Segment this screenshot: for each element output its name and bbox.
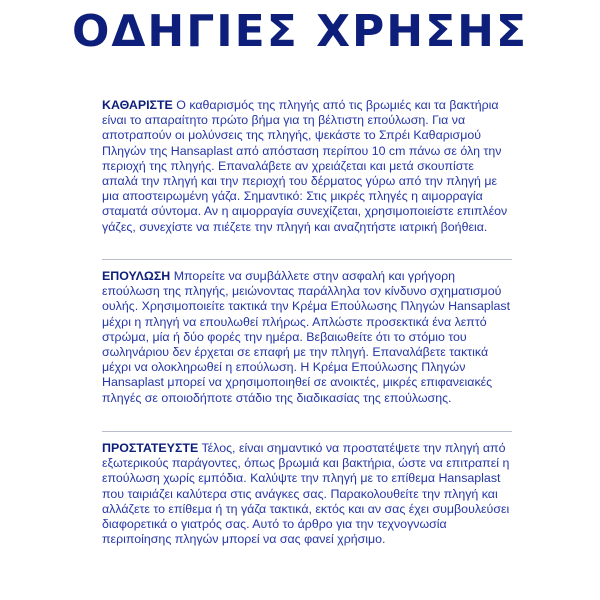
section-heading: ΠΡΟΣΤΑΤΕΥΣΤΕ xyxy=(102,441,199,455)
divider xyxy=(102,259,512,260)
divider xyxy=(102,431,512,432)
section-text: Τέλος, είναι σημαντικό να προστατέψετε την πληγή από εξωτερικούς παράγοντες, όπως βρωμιά και βακτήρια, ώστε να επιτραπεί η επούλωση χωρίς εμπόδια. Καλύψτε την πληγή με το επίθεμα Hansaplast που ταιριάζει καλύτερα στις ανάγκες σας. Παρακολουθείτε την πληγή και αλλάζετε το επίθεμα ή τη γάζα τακτικά, εκτός και αν σας έχει συμβουλεύσει διαφορετικά ο γιατρός σας. Αυτό το άρθρο για την τεχνογνωσία περιποίησης πληγών μπορεί να σας φανεί χρήσιμο. xyxy=(102,441,510,547)
section-heading: ΕΠΟΥΛΩΣΗ xyxy=(102,269,171,283)
page-title: ΟΔΗΓΙΕΣ ΧΡΗΣΗΣ xyxy=(71,6,529,57)
section-heading: ΚΑΘΑΡΙΣΤΕ xyxy=(102,98,173,112)
section-clean xyxy=(102,98,512,235)
section-text: Μπορείτε να συμβάλλετε στην ασφαλή και γρήγορη επούλωση της πληγής, μειώνοντας παράλληλα τον κίνδυνο σχηματισμού ουλής. Χρησιμοποιείτε τακτικά την Κρέμα Επούλωσης Πληγών Hansaplast μέχρι η πληγή να επουλωθεί πλήρως. Απλώστε προσεκτικά ένα λεπτό στρώμα, μία ή δύο φορές την ημέρα. Βεβαιωθείτε ότι το στόμιο του σωληνάριου δεν έρχεται σε επαφή με την πληγή. Επαναλάβετε τακτικά μέχρι να ολοκληρωθεί η επούλωση. Η Κρέμα Επούλωσης Πληγών Hansaplast μπορεί να χρησιμοποιηθεί σε ανοικτές, μικρές επιφανειακές πληγές σε οποιοδήποτε στάδιο της διαδικασίας της επούλωσης. xyxy=(102,269,511,405)
section-heal xyxy=(102,269,512,406)
section-protect xyxy=(102,441,512,547)
section-text: Ο καθαρισμός της πληγής από τις βρωμιές και τα βακτήρια είναι το απαραίτητο πρώτο βήμα για τη βέλτιστη επούλωση. Για να αποτραπούν οι μολύνσεις της πληγής, ψεκάστε το Σπρέι Καθαρισμού Πληγών της Hansaplast από απόσταση περίπου 10 cm πάνω σε όλη την περιοχή της πληγής. Επαναλάβετε αν χρειάζεται και μετά σκουπίστε απαλά την πληγή και την περιοχή του δέρματος γύρω από την πληγή με μια αποστειρωμένη γάζα. Σημαντικό: Στις μικρές πληγές η αιμορραγία σταματά σύντομα. Αν η αιμορραγία συνεχίζεται, χρησιμοποιείστε επιπλέον γάζες, συνεχίστε να πιέζετε την πληγή και αναζητήστε ιατρική βοήθεια. xyxy=(102,98,508,234)
